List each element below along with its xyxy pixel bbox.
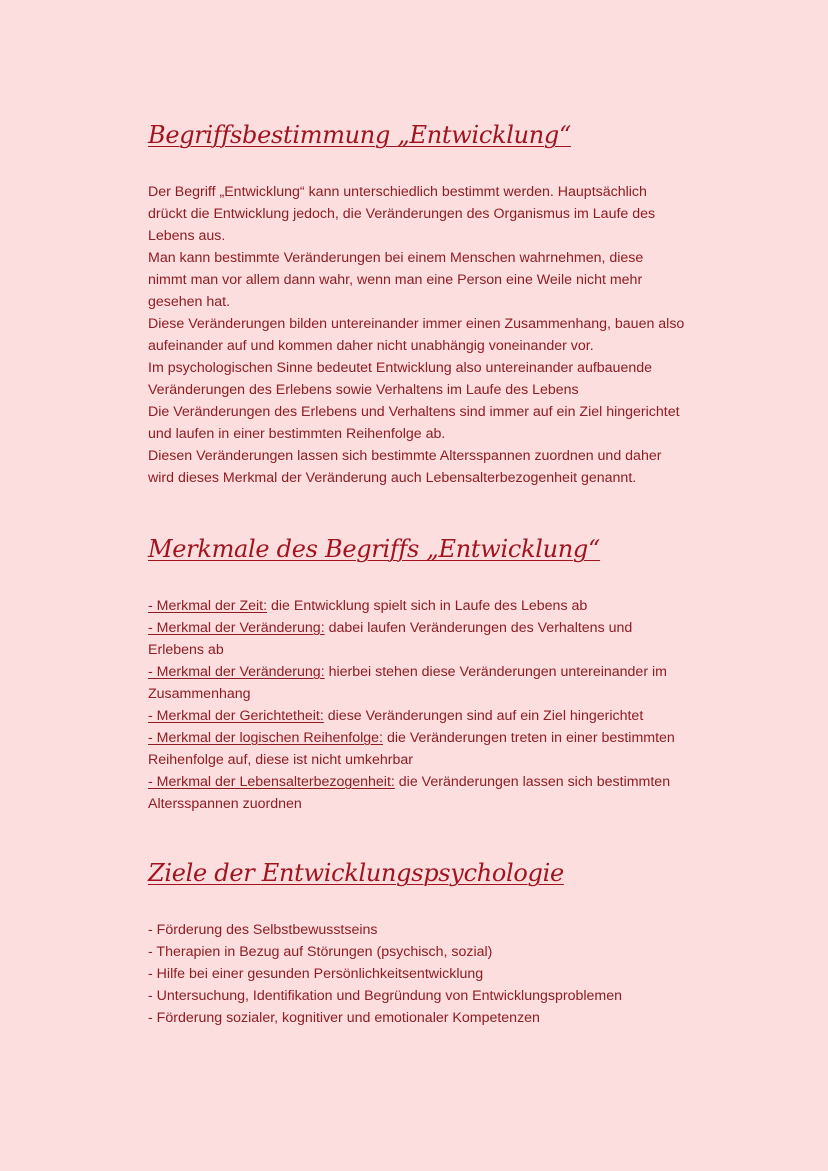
merkmal-line — [148, 793, 758, 815]
merkmal-text: Zusammenhang — [148, 686, 251, 702]
merkmal-text: die Veränderungen treten in einer bestimmten — [383, 730, 675, 746]
paragraph-line: Der Begriff „Entwicklung“ kann unterschiedlich bestimmt werden. Hauptsächlich — [148, 184, 647, 200]
paragraph-line: Man kann bestimmte Veränderungen bei einem Menschen wahrnehmen, diese — [148, 250, 644, 266]
merkmal-label: - Merkmal der Gerichtetheit: — [148, 708, 324, 724]
merkmal-text: die Veränderungen lassen sich bestimmten — [394, 774, 671, 790]
merkmal-line — [148, 771, 758, 793]
ziel-list-item: - Therapien in Bezug auf Störungen (psychisch, sozial) — [148, 944, 493, 960]
merkmal-line — [148, 595, 758, 617]
merkmal-line — [148, 639, 758, 661]
merkmal-line — [148, 727, 758, 749]
merkmal-line — [148, 705, 758, 727]
paragraph-line: Die Veränderungen des Erlebens und Verhaltens sind immer auf ein Ziel hingerichtet — [148, 404, 680, 420]
merkmal-text: diese Veränderungen sind auf ein Ziel hingerichtet — [323, 708, 644, 724]
paragraph-line: nimmt man vor allem dann wahr, wenn man eine Person eine Weile nicht mehr — [148, 272, 643, 288]
paragraph-line: wird dieses Merkmal der Veränderung auch Lebensalterbezogenheit genannt. — [148, 470, 637, 486]
ziel-list-item: - Förderung des Selbstbewusstseins — [148, 922, 378, 938]
paragraph-line: gesehen hat. — [148, 294, 231, 310]
paragraph-line: Diesen Veränderungen lassen sich bestimmte Altersspannen zuordnen und daher — [148, 448, 662, 464]
ziel-list-item: - Förderung sozialer, kognitiver und emotionaler Kompetenzen — [148, 1010, 540, 1026]
section-ziele-body — [148, 919, 758, 1029]
paragraph-line: Veränderungen des Erlebens sowie Verhaltens im Laufe des Lebens — [148, 382, 579, 398]
merkmal-line — [148, 661, 758, 683]
merkmal-line — [148, 749, 758, 771]
merkmal-text: Altersspannen zuordnen — [148, 796, 302, 812]
heading-begriffsbestimmung: Begriffsbestimmung „Entwicklung“ — [148, 121, 571, 149]
merkmal-text: Reihenfolge auf, diese ist nicht umkehrbar — [148, 752, 413, 768]
ziel-list-item: - Hilfe bei einer gesunden Persönlichkeitsentwicklung — [148, 966, 484, 982]
section-merkmale-body — [148, 595, 758, 815]
paragraph-line: Lebens aus. — [148, 228, 226, 244]
merkmal-text: dabei laufen Veränderungen des Verhaltens und — [324, 620, 633, 636]
merkmal-label: - Merkmal der Veränderung: — [148, 664, 325, 680]
merkmal-label: - Merkmal der logischen Reihenfolge: — [148, 730, 383, 746]
merkmal-label: - Merkmal der Lebensalterbezogenheit: — [148, 774, 395, 790]
heading-merkmale: Merkmale des Begriffs „Entwicklung“ — [148, 535, 600, 563]
merkmal-text: die Entwicklung spielt sich in Laufe des Lebens ab — [267, 598, 588, 614]
merkmal-text: hierbei stehen diese Veränderungen untereinander im — [324, 664, 667, 680]
merkmal-label: - Merkmal der Veränderung: — [148, 620, 325, 636]
ziel-list-item: - Untersuchung, Identifikation und Begründung von Entwicklungsproblemen — [148, 988, 622, 1004]
paragraph-line: Diese Veränderungen bilden untereinander immer einen Zusammenhang, bauen also — [148, 316, 685, 332]
paragraph-line: Im psychologischen Sinne bedeutet Entwicklung also untereinander aufbauende — [148, 360, 653, 376]
paragraph-line: und laufen in einer bestimmten Reihenfolge ab. — [148, 426, 446, 442]
heading-ziele: Ziele der Entwicklungspsychologie — [148, 859, 564, 887]
merkmal-line — [148, 683, 758, 705]
paragraph-line: aufeinander auf und kommen daher nicht unabhängig voneinander vor. — [148, 338, 594, 354]
merkmal-label: - Merkmal der Zeit: — [148, 598, 268, 614]
paragraph-line: drückt die Entwicklung jedoch, die Veränderungen des Organismus im Laufe des — [148, 206, 656, 222]
section-begriffsbestimmung-body — [148, 181, 758, 489]
merkmal-line — [148, 617, 758, 639]
merkmal-text: Erlebens ab — [148, 642, 224, 658]
